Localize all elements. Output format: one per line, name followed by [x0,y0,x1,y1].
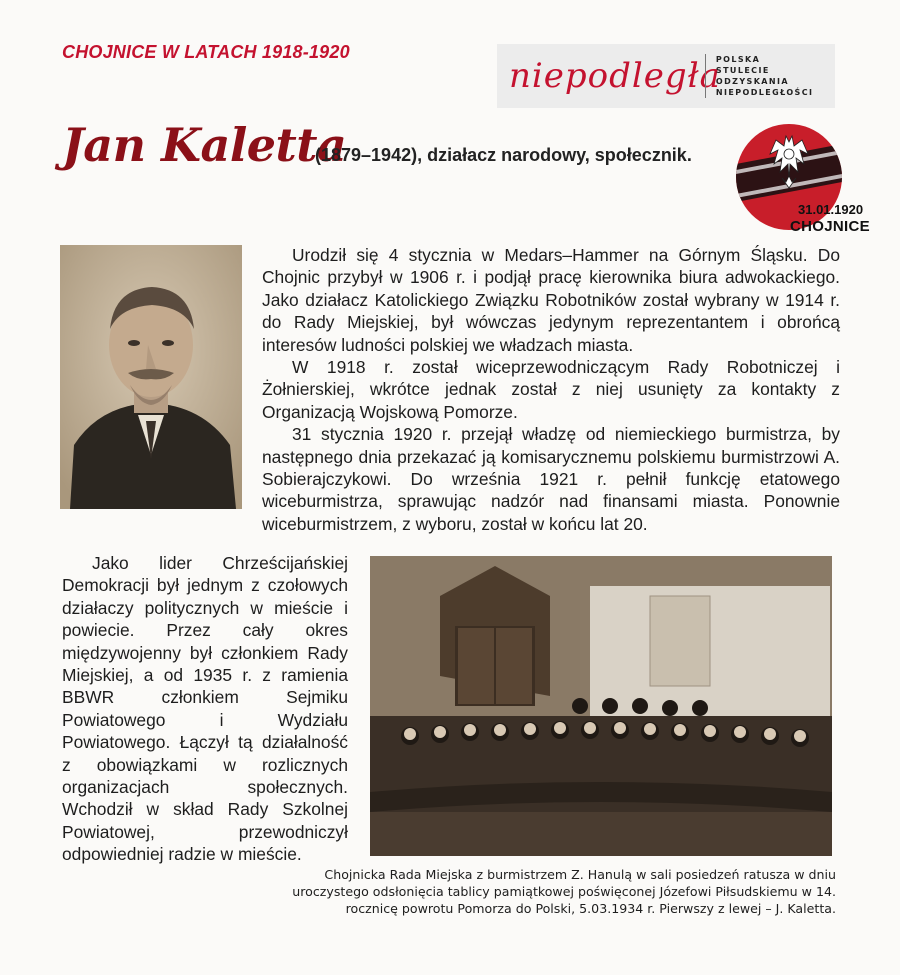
logo-line: POLSKA [715,55,761,64]
person-subtitle: (1879–1942), działacz narodowy, społecznik. [315,145,692,165]
logo-line: STULECIE ODZYSKANIA [715,66,789,86]
biography-text-top [262,244,840,535]
council-group-photo [370,556,832,856]
logo-script-text: niepodległa [509,56,721,96]
logo-line: NIEPODLEGŁOŚCI [715,88,814,97]
badge-city: CHOJNICE [790,218,870,235]
logo-caption [716,54,835,98]
badge-date: 31.01.1920 [798,202,864,217]
paragraph: W 1918 r. został wiceprzewodniczącym Rady Robotniczej i Żołnierskiej, wkrótce jednak został z niej usunięty za kontakty z Organizacją Wojskową Pomorze. [262,357,840,422]
series-title: CHOJNICE W LATACH 1918-1920 [62,42,350,62]
group-photo-image [370,556,832,856]
paragraph: Urodził się 4 stycznia w Medars–Hammer na Górnym Śląsku. Do Chojnic przybył w 1906 r. i podjął pracę kierownika biura adwokackiego. Jako działacz Katolickiego Związku Robotników został wybrany w 1914 r. do Rady Miejskiej, był wówczas jedynym reprezentantem i obrońcą interesów ludności polskiej we władzach miasta. [262,245,840,355]
portrait-photo [60,245,242,509]
person-name: Jan Kaletta [62,118,347,172]
photo-caption: Chojnicka Rada Miejska z burmistrzem Z. Hanulą w sali posiedzeń ratusza w dniu uroczystego odsłonięcia tablicy pamiątkowej poświęconej Józefowi Piłsudskiemu w 14. rocznicę powrotu Pomorza do Polski, 5.03.1934 r. Pierwszy z lewej – J. Kaletta. [292,867,836,916]
niepodlegla-logo [497,44,835,108]
paragraph: 31 stycznia 1920 r. przejął władzę od niemieckiego burmistrza, by następnego dnia przekazać ją komisarycznemu polskiemu burmistrzowi A. Sobierajczykowi. Do września 1921 r. pełnił funkcję etatowego wiceburmistrza, sprawując nadzór nad finansami miasta. Ponownie wiceburmistrzem, z wyboru, został w końcu lat 20. [262,424,840,534]
paragraph: Jako lider Chrześcijańskiej Demokracji był jednym z czołowych działaczy politycznych w mieście i powiecie. Przez cały okres międzywojenny był członkiem Rady Miejskiej, a od 1935 r. z ramienia BBWR członkiem Sejmiku Powiatowego i Wydziału Powiatowego. Łączył tą działalność z obowiązkami w rozlicznych organizacjach społecznych. Wchodził w skład Rady Szkolnej Powiatowej, przewodniczył odpowiedniej radzie w mieście. [62,553,348,865]
anniversary-badge [732,124,872,242]
portrait-image [60,245,242,509]
logo-divider [705,54,706,98]
biography-text-left [62,552,348,866]
